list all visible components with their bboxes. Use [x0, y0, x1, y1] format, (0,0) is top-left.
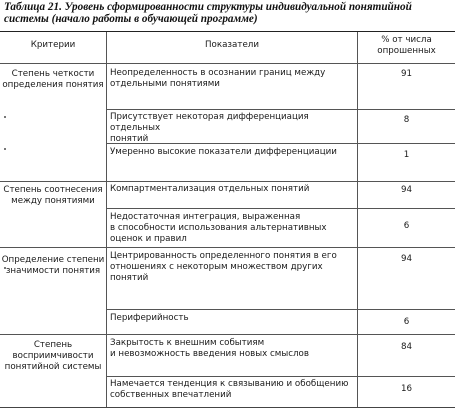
indicator-cell: Умеренно высокие показатели дифференциации	[110, 147, 337, 157]
row-divider-1-1	[106, 109, 455, 110]
header-indicators: Показатели	[205, 40, 259, 50]
percent-cell: 91	[400, 69, 413, 79]
percent-cell: 84	[400, 342, 413, 352]
row-divider-4-1	[106, 376, 455, 377]
indicator-cell: Центрированность определенного понятия в его отношениях с некоторым множеством других понятий	[110, 251, 337, 283]
scan-mark	[4, 267, 6, 269]
header-divider	[0, 63, 455, 64]
row-divider-3-1	[106, 309, 455, 310]
percent-cell: 6	[403, 221, 410, 231]
header-criteria: Критерии	[30, 40, 76, 50]
percent-cell: 16	[400, 384, 413, 394]
table-caption-line-1: Таблица 21. Уровень сформированности структуры индивидуальной понятийной	[4, 1, 412, 13]
indicator-cell: Периферийность	[110, 313, 189, 323]
percent-cell: 8	[403, 115, 410, 125]
scan-mark	[4, 148, 6, 150]
criterion-cell: Степень восприимчивости понятийной системы	[4, 340, 102, 372]
percent-cell: 94	[400, 185, 413, 195]
data-table	[0, 31, 455, 408]
table-caption-line-2: системы (начало работы в обучающей программе)	[4, 13, 258, 25]
indicator-cell: Закрытость к внешним событиям и невозможность введения новых смыслов	[110, 338, 309, 359]
percent-cell: 94	[400, 254, 413, 264]
header-percent: % от числа опрошенных	[377, 35, 436, 56]
column-divider-criteria	[106, 32, 107, 407]
indicator-cell: Недостаточная интеграция, выраженная в способности использования альтернативных оценок и правил	[110, 212, 327, 244]
indicator-cell: Намечается тенденция к связыванию и обобщению собственных впечатлений	[110, 379, 349, 400]
scan-mark	[4, 116, 6, 118]
percent-cell: 6	[403, 317, 410, 327]
indicator-cell: Присутствует некоторая дифференциация отдельных понятий	[110, 112, 309, 144]
criterion-cell: Степень соотнесения между понятиями	[3, 185, 103, 206]
criterion-cell: Определение степени значимости понятия	[1, 255, 105, 276]
group-divider-3	[0, 334, 455, 335]
group-divider-2	[0, 247, 455, 248]
indicator-cell: Компартментализация отдельных понятий	[110, 184, 310, 194]
percent-cell: 1	[403, 150, 410, 160]
table-caption	[4, 1, 452, 25]
indicator-cell: Неопределенность в осознании границ между отдельными понятиями	[110, 68, 326, 89]
group-divider-1	[0, 181, 455, 182]
row-divider-2-1	[106, 208, 455, 209]
criterion-cell: Степень четкости определения понятия	[2, 69, 104, 90]
